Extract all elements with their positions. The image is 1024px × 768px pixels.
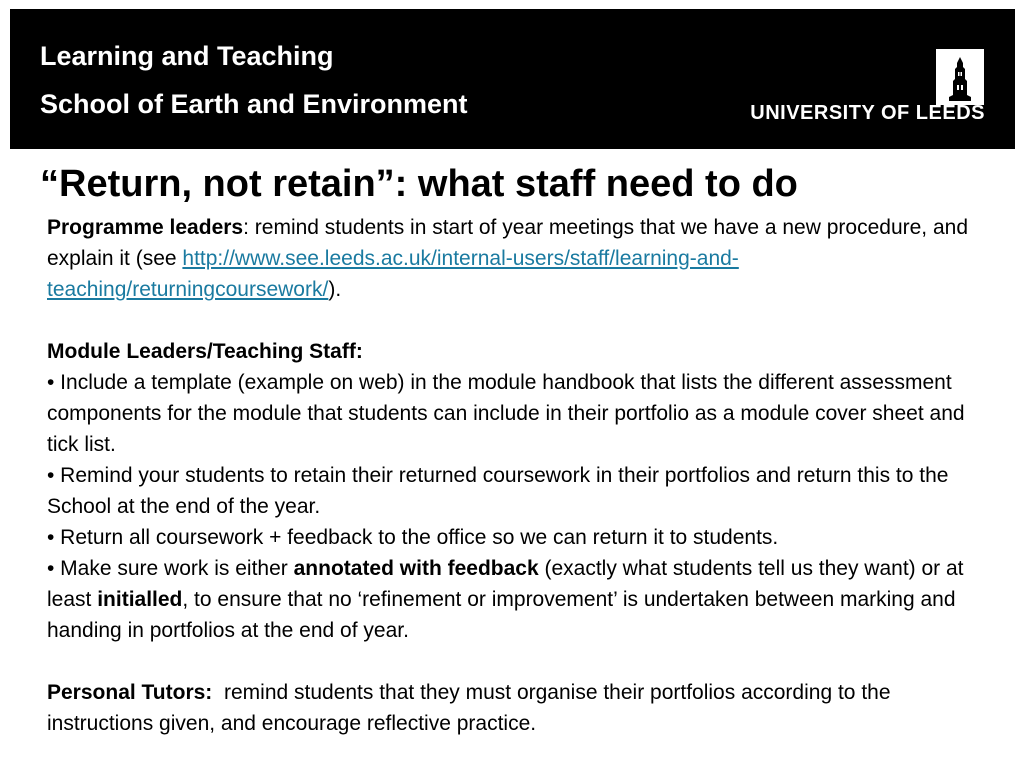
bullet4-text-c: (exactly what students tell us they want) or at least (47, 557, 964, 611)
slide-title: “Return, not retain”: what staff need to do (40, 163, 798, 205)
module-bullet-return: • Return all coursework + feedback to the office so we can return it to students. (47, 526, 779, 549)
header-banner (10, 9, 1015, 149)
spacer (47, 305, 987, 336)
header-title: Learning and Teaching (40, 41, 334, 71)
bullet4-text-a: • Make sure work is either (47, 557, 294, 580)
bullet4-bold-annotated: annotated with feedback (293, 557, 539, 580)
returning-coursework-link[interactable]: http://www.see.leeds.ac.uk/internal-users/staff/learning-and-teaching/returningcoursework/ (47, 247, 739, 301)
module-label: Module Leaders/Teaching Staff: (47, 340, 363, 363)
programme-label: Programme leaders (47, 216, 244, 239)
bullet4-bold-initialled: initialled (97, 588, 183, 611)
programme-text: : remind students in start of year meetings that we have a new procedure, and explain it (see (47, 216, 969, 270)
module-heading (47, 336, 987, 367)
slide-content (47, 212, 987, 739)
tutors-text: remind students that they must organise their portfolios according to the instructions given, and encourage reflective practice. (47, 681, 897, 735)
module-bullet-remind: • Remind your students to retain their returned coursework in their portfolios and return this to the School at the end of the year. (47, 464, 949, 518)
programme-text-end: ). (328, 278, 342, 301)
tutors-paragraph (47, 677, 987, 739)
programme-paragraph (47, 212, 987, 305)
university-logo-text: UNIVERSITY OF LEEDS (750, 102, 985, 124)
module-bullet-template: • Include a template (example on web) in the module handbook that lists the different assessment components for the module that students can include in their portfolio as a module cover sheet and tick list. (47, 371, 965, 456)
spacer (47, 646, 987, 677)
university-crest-icon (936, 49, 984, 105)
header-subtitle: School of Earth and Environment (40, 89, 468, 119)
bullet4-text-e: , to ensure that no ‘refinement or improvement’ is undertaken between marking and handing in portfolios at the end of year. (47, 588, 956, 642)
tutors-label: Personal Tutors: (47, 681, 213, 704)
module-bullet-feedback (47, 553, 987, 646)
